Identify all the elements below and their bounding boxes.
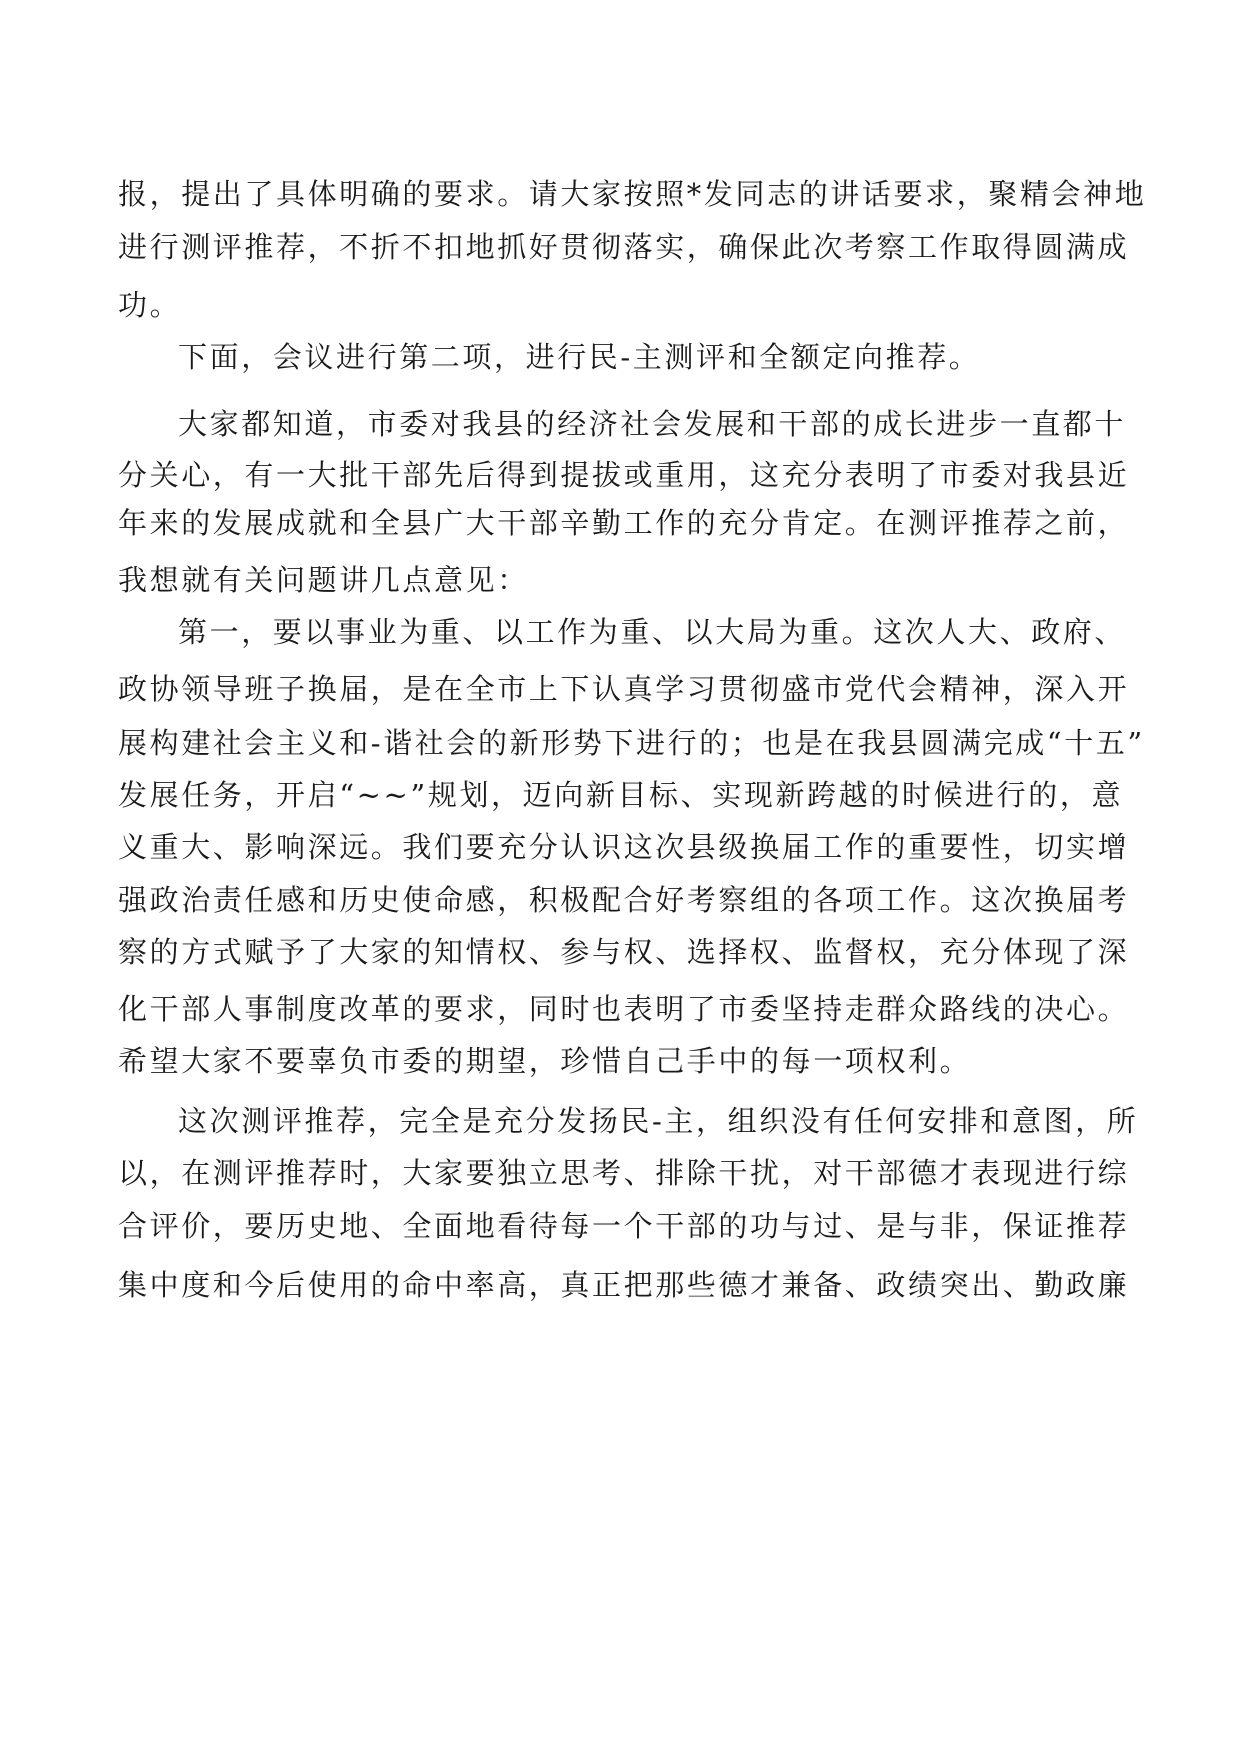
text-line: 希望大家不要辜负市委的期望，珍惜自己手中的每一项权利。 xyxy=(118,1044,972,1078)
text-line: 政协领导班子换届，是在全市上下认真学习贯彻盛市党代会精神，深入开 xyxy=(118,672,1130,706)
text-line: 发展任务，开启“~~”规划，迈向新目标、实现新跨越的时候进行的，意 xyxy=(118,778,1124,812)
text-line: 强政治责任感和历史使命感，积极配合好考察组的各项工作。这次换届考 xyxy=(118,883,1130,917)
text-line: 集中度和今后使用的命中率高，真正把那些德才兼备、政绩突出、勤政廉 xyxy=(118,1268,1130,1302)
text-line: 展构建社会主义和-谐社会的新形势下进行的；也是在我县圆满完成“十五” xyxy=(118,726,1145,760)
paragraph-start-line: 大家都知道，市委对我县的经济社会发展和干部的成长进步一直都十 xyxy=(178,407,1127,441)
text-line: 报，提出了具体明确的要求。请大家按照*发同志的讲话要求，聚精会神地 xyxy=(118,177,1147,211)
text-line: 年来的发展成就和全县广大干部辛勤工作的充分肯定。在测评推荐之前， xyxy=(118,506,1130,540)
paragraph-start-line: 下面，会议进行第二项，进行民-主测评和全额定向推荐。 xyxy=(178,340,981,374)
paragraph-start-line: 第一，要以事业为重、以工作为重、以大局为重。这次人大、政府、 xyxy=(178,615,1127,649)
text-line: 功。 xyxy=(118,288,182,322)
text-line: 合评价，要历史地、全面地看待每一个干部的功与过、是与非，保证推荐 xyxy=(118,1209,1130,1243)
text-line: 察的方式赋予了大家的知情权、参与权、选择权、监督权，充分体现了深 xyxy=(118,935,1130,969)
paragraph-start-line: 这次测评推荐，完全是充分发扬民-主，组织没有任何安排和意图，所 xyxy=(178,1104,1139,1138)
text-line: 义重大、影响深远。我们要充分认识这次县级换届工作的重要性，切实增 xyxy=(118,830,1130,864)
text-line: 以，在测评推荐时，大家要独立思考、排除干扰，对干部德才表现进行综 xyxy=(118,1156,1130,1190)
text-line: 化干部人事制度改革的要求，同时也表明了市委坚持走群众路线的决心。 xyxy=(118,992,1130,1026)
text-line: 我想就有关问题讲几点意见： xyxy=(118,563,529,597)
text-line: 进行测评推荐，不折不扣地抓好贯彻落实，确保此次考察工作取得圆满成 xyxy=(118,230,1130,264)
text-line: 分关心，有一大批干部先后得到提拔或重用，这充分表明了市委对我县近 xyxy=(118,458,1130,492)
